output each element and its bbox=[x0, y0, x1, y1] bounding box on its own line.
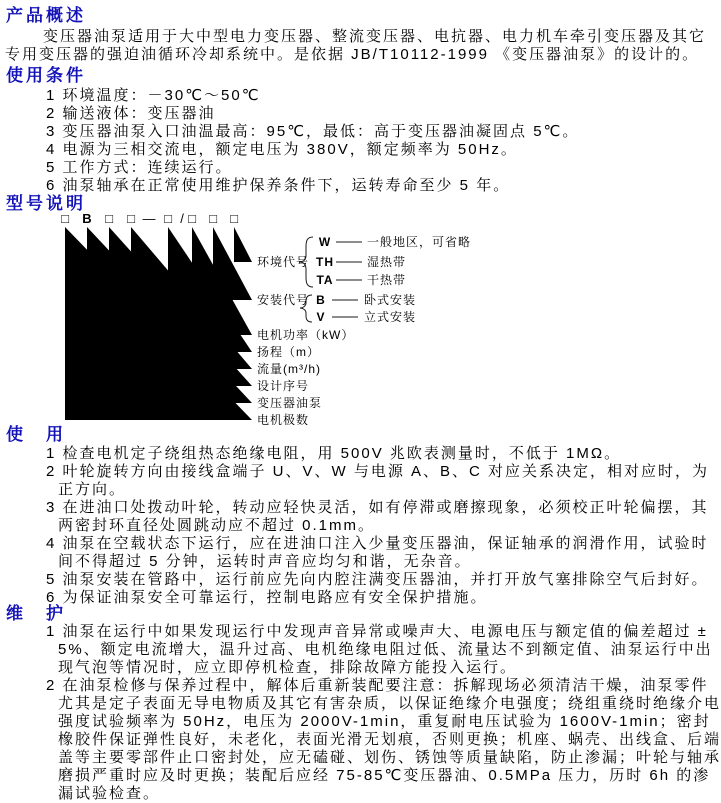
overview-paragraph: 变压器油泵适用于大中型电力变压器、整流变压器、电抗器、电力机车牵引变压器及其它专用变压器的强迫油循环冷却系统中。是依据 JB/T10112-1999 《变压器油泵》的设计的。 bbox=[5, 28, 707, 63]
branch-label-poles: 电机极数 bbox=[257, 413, 310, 425]
usage-list bbox=[0, 445, 721, 607]
usage-item: 2 叶轮旋转方向由接线盒端子 U、V、W 与电源 A、B、C 对应关系决定，相对应时，为正方向。 bbox=[46, 463, 710, 498]
env-code-th: TH bbox=[316, 255, 334, 269]
condition-item: 3 变压器油泵入口油温最高：95℃，最低：高于变压器油凝固点 5℃。 bbox=[46, 123, 580, 140]
branch-label-head: 扬程（m） bbox=[257, 345, 320, 359]
env-code-ta: TA bbox=[316, 273, 334, 287]
model-code-symbol: □ bbox=[209, 212, 217, 226]
condition-item: 4 电源为三相交流电，额定电压为 380V，额定频率为 50Hz。 bbox=[46, 141, 518, 158]
mount-desc-b: 卧式安装 bbox=[364, 293, 417, 307]
model-code-symbol: □ bbox=[127, 212, 135, 226]
section-heading-maintenance: 维 护 bbox=[6, 604, 66, 623]
branch-label-design: 设计序号 bbox=[257, 379, 310, 393]
model-code-symbol: □ bbox=[61, 212, 69, 226]
branch-label-power: 电机功率（kW） bbox=[257, 328, 355, 342]
model-code-symbol: B bbox=[82, 212, 92, 226]
branch-label-pump: 变压器油泵 bbox=[257, 396, 323, 410]
branch-label-flow: 流量(m³/h) bbox=[257, 362, 321, 376]
model-code-diagram bbox=[40, 212, 710, 425]
model-code-symbol: □ bbox=[188, 212, 196, 226]
model-code-symbol: □ bbox=[105, 212, 113, 226]
model-code-dash: — bbox=[142, 212, 156, 226]
usage-item: 6 为保证油泵安全可靠运行，控制电路应有安全保护措施。 bbox=[46, 589, 488, 606]
model-code-symbol: □ bbox=[164, 212, 172, 226]
usage-item: 3 在进油口处拨动叶轮，转动应轻快灵活，如有停滞或磨擦现象，必须校正叶轮偏摆，其两密封环直径处圆跳动应不超过 0.1mm。 bbox=[46, 499, 709, 534]
usage-item: 4 油泵在空载状态下运行，应在进油口注入少量变压器油，保证轴承的润滑作用，试验时间不得超过 5 分钟，运转时声音应均匀和谐，无杂音。 bbox=[46, 535, 709, 570]
env-desc-ta: 干热带 bbox=[367, 273, 407, 287]
condition-item: 6 油泵轴承在正常使用维护保养条件下，运转寿命至少 5 年。 bbox=[46, 177, 511, 194]
branch-label-env: 环境代号 bbox=[257, 255, 310, 269]
condition-item: 5 工作方式：连续运行。 bbox=[46, 159, 233, 176]
env-desc-th: 湿热带 bbox=[367, 255, 407, 269]
usage-item: 5 油泵安装在管路中，运行前应先向内腔注满变压器油，并打开放气塞排除空气后封好。 bbox=[46, 571, 709, 588]
model-tree-line-env bbox=[234, 227, 252, 262]
maintenance-item: 1 油泵在运行中如果发现运行中发现声音异常或噪声大、电源电压与额定值的偏差超过 ± 5%、额定电流增大，温升过高、电机绝缘电阻过低、流量达不到额定值、油泵运行中出现气泡等情况时，应立即停机检查，排除故障方能投入运行。 bbox=[46, 623, 713, 676]
maintenance-item: 2 在油泵检修与保养过程中，解体后重新装配要注意：拆解现场必须清洁干燥，油泵零件尤其是定子表面无导电物质及其它有害杂质，以保证绝缘介电强度；绕组重绕时绝缘介电强度试验频率为 50Hz，电压为 2000V-1min，重复耐电压试验为 1600V-1min；密封橡胶件保证弹性良好，未老化，表面光滑无划痕，否则更换；机座、蜗壳、出线盒、后端盖等主要零部件止口密封处，应无磕碰、划伤、锈蚀等质量缺陷，防止渗漏；叶轮与轴承磨损严重时应及时更换；装配后应经 75-85℃变压器油、0.5MPa 压力，历时 6h 的渗漏试验检查。 bbox=[46, 677, 721, 802]
condition-item: 1 环境温度：－30℃～50℃ bbox=[46, 87, 261, 104]
mount-code-v: V bbox=[316, 310, 326, 324]
model-code-slash: / bbox=[180, 212, 184, 226]
condition-item: 2 输送液体：变压器油 bbox=[46, 105, 216, 122]
model-code-symbol: □ bbox=[230, 212, 238, 226]
mount-code-b: B bbox=[316, 293, 326, 307]
mount-desc-v: 立式安装 bbox=[364, 310, 417, 324]
branch-label-mount: 安装代号 bbox=[257, 293, 310, 307]
section-heading-model: 型号说明 bbox=[6, 194, 86, 213]
section-heading-overview: 产品概述 bbox=[6, 6, 86, 25]
section-heading-usage: 使 用 bbox=[6, 425, 66, 444]
maintenance-list bbox=[0, 623, 721, 803]
env-desc-w: 一般地区，可省略 bbox=[367, 235, 472, 249]
section-heading-conditions: 使用条件 bbox=[6, 66, 86, 85]
conditions-list bbox=[0, 87, 721, 195]
usage-item: 1 检查电机定子绕组热态绝缘电阻，用 500V 兆欧表测量时，不低于 1MΩ。 bbox=[46, 445, 622, 462]
env-code-w: W bbox=[318, 235, 332, 249]
